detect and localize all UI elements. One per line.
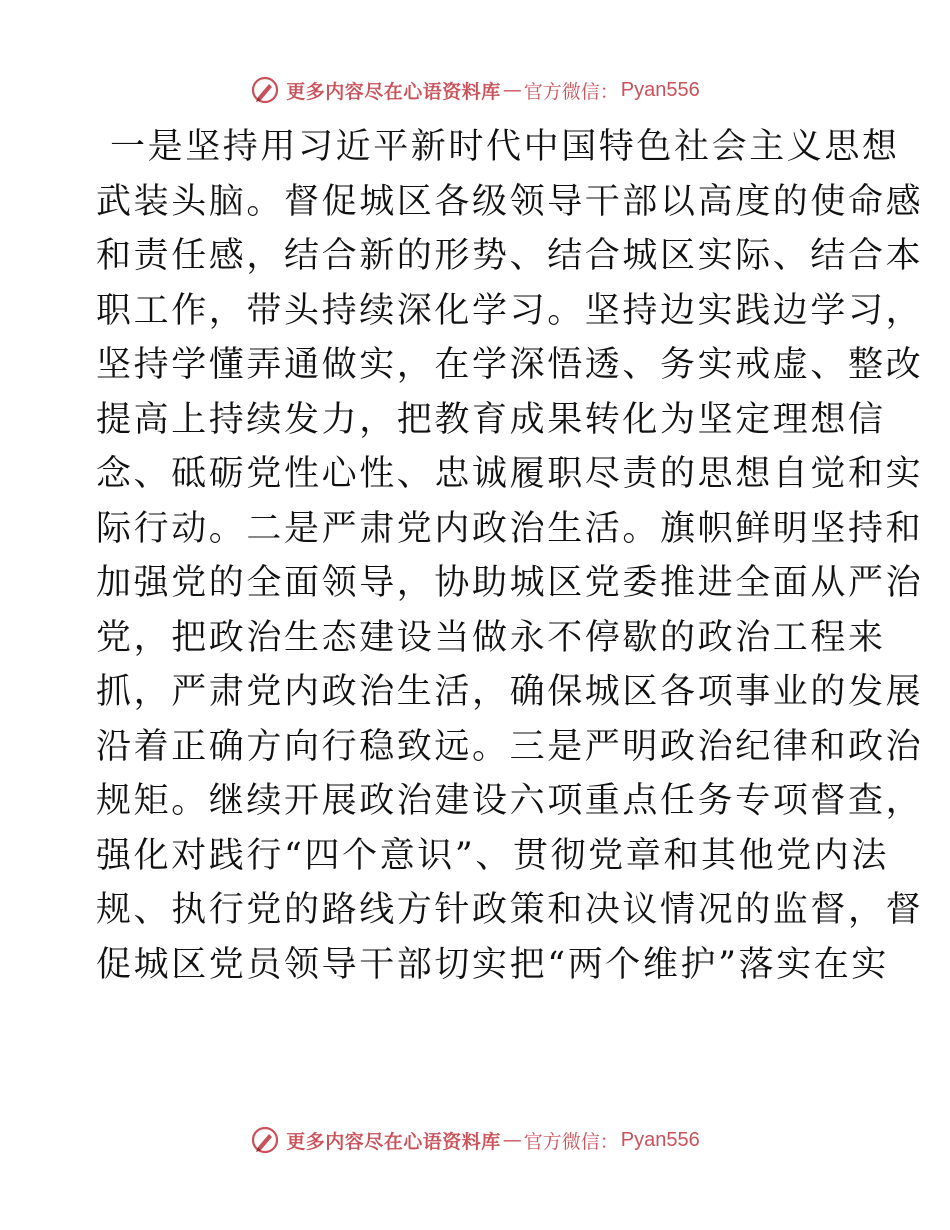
body-line: 加强党的全面领导，协助城区党委推进全面从严治 bbox=[96, 563, 924, 603]
header-wechat-label: 官方微信： bbox=[523, 80, 619, 103]
body-line: 规、执行党的路线方针政策和决议情况的监督，督 bbox=[96, 890, 924, 930]
body-line: 坚持学懂弄通做实，在学深悟透、务实戒虚、整改 bbox=[96, 345, 924, 385]
body-line: 念、砥砺党性心性、忠诚履职尽责的思想自觉和实 bbox=[96, 454, 924, 494]
footer-banner bbox=[0, 1120, 950, 1160]
body-line: 提高上持续发力，把教育成果转化为坚定理想信 bbox=[96, 399, 886, 440]
header-site-text: 更多内容尽在心语资料库 bbox=[286, 80, 501, 103]
body-line: 职工作，带头持续深化学习。坚持边实践边学习， bbox=[96, 290, 924, 331]
body-line: 抓，严肃党内政治生活，确保城区各项事业的发展 bbox=[96, 672, 924, 712]
pen-logo-icon bbox=[250, 1125, 280, 1155]
document-body bbox=[96, 120, 924, 992]
body-line: 武装头脑。督促城区各级领导干部以高度的使命感 bbox=[96, 181, 924, 222]
footer-wechat-label: 官方微信： bbox=[523, 1130, 619, 1153]
body-line: 沿着正确方向行稳致远。三是严明政治纪律和政治 bbox=[96, 726, 924, 767]
body-line: 际行动。二是严肃党内政治生活。旗帜鲜明坚持和 bbox=[96, 508, 924, 549]
header-banner bbox=[0, 70, 950, 110]
footer-dash: — bbox=[502, 1129, 522, 1151]
footer-wechat-id: Pyan556 bbox=[620, 1128, 700, 1151]
header-wechat-id: Pyan556 bbox=[620, 78, 700, 101]
body-line: 党，把政治生态建设当做永不停歇的政治工程来 bbox=[96, 617, 886, 658]
body-line: 和责任感，结合新的形势、结合城区实际、结合本 bbox=[96, 236, 924, 276]
body-line: 促城区党员领导干部切实把“两个维护”落实在实 bbox=[96, 944, 889, 985]
body-line: 一是坚持用习近平新时代中国特色社会主义思想 bbox=[110, 127, 900, 167]
body-line: 规矩。继续开展政治建设六项重点任务专项督查， bbox=[96, 781, 924, 821]
pen-logo-icon bbox=[250, 75, 280, 105]
body-line: 强化对践行“四个意识”、贯彻党章和其他党内法 bbox=[96, 835, 889, 876]
footer-site-text: 更多内容尽在心语资料库 bbox=[286, 1130, 501, 1153]
header-dash: — bbox=[502, 79, 522, 101]
